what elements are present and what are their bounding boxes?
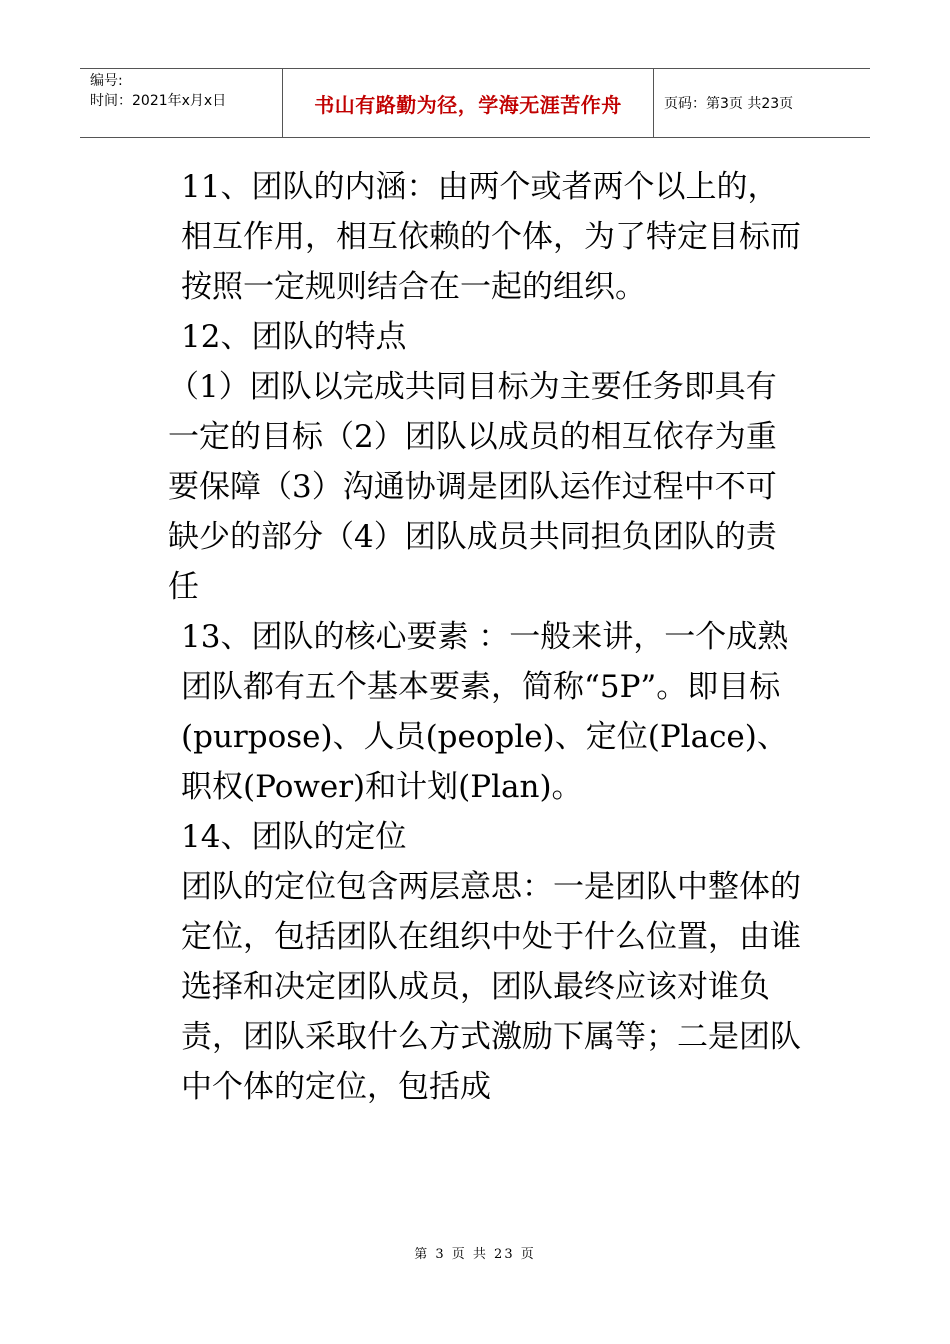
heading-team-features: 12、团队的特点	[181, 319, 407, 355]
header-meta	[80, 69, 282, 137]
motto-text: 书山有路勤为径，学海无涯苦作舟	[314, 92, 622, 117]
page-info-text: 页码：第3页 共23页	[664, 96, 794, 112]
paragraph-team-positioning: 团队的定位包含两层意思：一是团队中整体的定位，包括团队在组织中处于什么位置，由谁选择和决定团队成员，团队最终应该对谁负责，团队采取什么方式激励下属等；二是团队中个体的定位，包括成	[181, 869, 801, 1105]
page-header	[80, 68, 870, 138]
serial-label: 编号:	[90, 73, 123, 89]
footer-page-number: 第 3 页 共 23 页	[414, 1247, 536, 1262]
time-label: 时间：2021年x月x日	[90, 93, 227, 109]
paragraph-team-core-elements: 13、团队的核心要素 ：一般来讲，一个成熟团队都有五个基本要素，简称“5P”。即目标(purpose)、人员(people)、定位(Place)、职权(Power)和计划(Plan)。	[181, 619, 789, 805]
page-footer	[0, 1243, 950, 1262]
paragraph-team-features: （1）团队以完成共同目标为主要任务即具有一定的目标（2）团队以成员的相互依存为重要保障（3）沟通协调是团队运作过程中不可缺少的部分（4）团队成员共同担负团队的责任	[168, 369, 777, 605]
paragraph-team-definition: 11、团队的内涵：由两个或者两个以上的，相互作用，相互依赖的个体，为了特定目标而按照一定规则结合在一起的组织。	[181, 169, 801, 305]
heading-team-positioning: 14、团队的定位	[181, 819, 407, 855]
header-page-info	[654, 69, 870, 137]
header-motto-cell	[282, 69, 654, 137]
document-body	[146, 162, 806, 1112]
